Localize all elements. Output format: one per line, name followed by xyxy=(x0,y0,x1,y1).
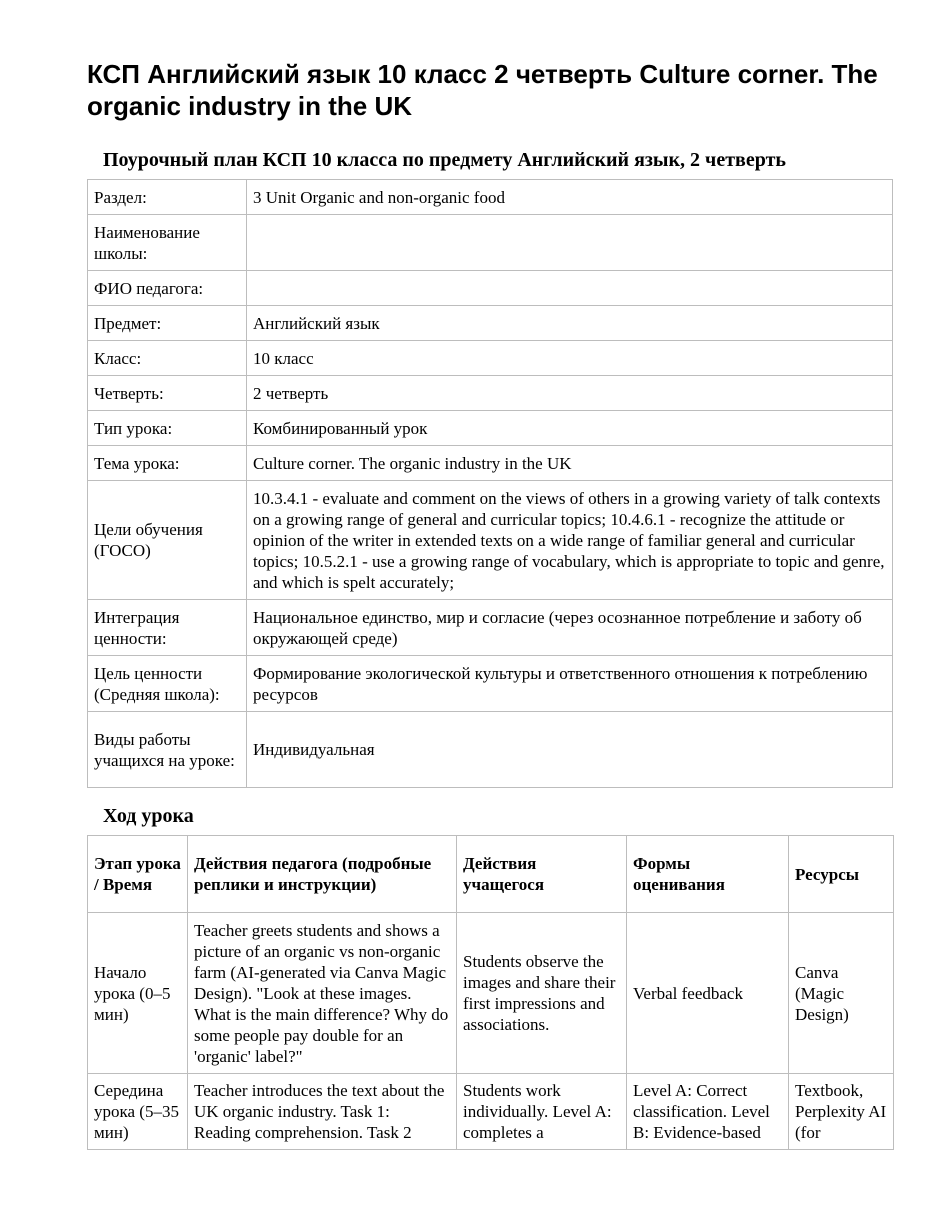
info-value: Формирование экологической культуры и ответственного отношения к потреблению ресурсов xyxy=(247,656,893,712)
info-value: Culture corner. The organic industry in the UK xyxy=(247,446,893,481)
info-value: 10.3.4.1 - evaluate and comment on the views of others in a growing variety of talk contexts on a growing range of general and curricular topics; 10.4.6.1 - recognize the attitude or opinion of the writer in extended texts on a wide range of familiar general and curricular topics; 10.5.2.1 - use a growing range of vocabulary, which is appropriate to topic and genre, and which is spelt accurately; xyxy=(247,481,893,600)
column-header-stage: Этап урока / Время xyxy=(88,836,188,913)
info-row-values-integration xyxy=(88,600,893,656)
lesson-progress-table xyxy=(87,835,894,1150)
info-row-school xyxy=(88,215,893,271)
info-label: Интеграция ценности: xyxy=(88,600,247,656)
info-label: Класс: xyxy=(88,341,247,376)
table-row xyxy=(88,1074,894,1150)
info-label: Раздел: xyxy=(88,180,247,215)
lesson-info-table xyxy=(87,179,893,788)
resources-cell: Canva (Magic Design) xyxy=(789,913,894,1074)
info-row-value-goal xyxy=(88,656,893,712)
teacher-actions-cell: Teacher greets students and shows a picture of an organic vs non-organic farm (AI-generated via Canva Magic Design). "Look at these images. What is the main difference? Why do some people pay double for an 'organic' label?" xyxy=(188,913,457,1074)
info-row-objectives xyxy=(88,481,893,600)
info-value: 10 класс xyxy=(247,341,893,376)
column-header-student-actions: Действия учащегося xyxy=(457,836,627,913)
info-row-lesson-type xyxy=(88,411,893,446)
info-row-topic xyxy=(88,446,893,481)
info-label: Наименование школы: xyxy=(88,215,247,271)
column-header-assessment: Формы оценивания xyxy=(627,836,789,913)
lesson-table-header xyxy=(88,836,894,913)
info-row-teacher xyxy=(88,271,893,306)
page-title: КСП Английский язык 10 класс 2 четверть Culture corner. The organic industry in the UK xyxy=(87,59,878,121)
info-label: Цель ценности (Средняя школа): xyxy=(88,656,247,712)
info-row-section xyxy=(88,180,893,215)
info-label: Тип урока: xyxy=(88,411,247,446)
info-label: Четверть: xyxy=(88,376,247,411)
info-row-subject xyxy=(88,306,893,341)
info-row-grade xyxy=(88,341,893,376)
assessment-cell: Level A: Correct classification. Level B: Evidence-based xyxy=(627,1074,789,1150)
info-value: Национальное единство, мир и согласие (через осознанное потребление и заботу об окружающей среде) xyxy=(247,600,893,656)
column-header-teacher-actions: Действия педагога (подробные реплики и инструкции) xyxy=(188,836,457,913)
table-row xyxy=(88,913,894,1074)
info-label: ФИО педагога: xyxy=(88,271,247,306)
stage-cell: Середина урока (5–35 мин) xyxy=(88,1074,188,1150)
info-label: Цели обучения (ГОСО) xyxy=(88,481,247,600)
lesson-progress-heading: Ход урока xyxy=(103,805,194,827)
info-value: Комбинированный урок xyxy=(247,411,893,446)
teacher-actions-cell: Teacher introduces the text about the UK organic industry. Task 1: Reading comprehension. Task 2 xyxy=(188,1074,457,1150)
info-value: 3 Unit Organic and non-organic food xyxy=(247,180,893,215)
assessment-cell: Verbal feedback xyxy=(627,913,789,1074)
resources-cell: Textbook, Perplexity AI (for xyxy=(789,1074,894,1150)
column-header-resources: Ресурсы xyxy=(789,836,894,913)
info-row-work-types xyxy=(88,712,893,788)
info-value xyxy=(247,215,893,271)
info-value: 2 четверть xyxy=(247,376,893,411)
info-label: Предмет: xyxy=(88,306,247,341)
student-actions-cell: Students work individually. Level A: completes a xyxy=(457,1074,627,1150)
info-label: Тема урока: xyxy=(88,446,247,481)
student-actions-cell: Students observe the images and share their first impressions and associations. xyxy=(457,913,627,1074)
info-label: Виды работы учащихся на уроке: xyxy=(88,712,247,788)
info-value: Английский язык xyxy=(247,306,893,341)
plan-heading: Поурочный план КСП 10 класса по предмету Английский язык, 2 четверть xyxy=(103,149,786,171)
stage-cell: Начало урока (0–5 мин) xyxy=(88,913,188,1074)
info-value: Индивидуальная xyxy=(247,712,893,788)
info-row-quarter xyxy=(88,376,893,411)
info-value xyxy=(247,271,893,306)
